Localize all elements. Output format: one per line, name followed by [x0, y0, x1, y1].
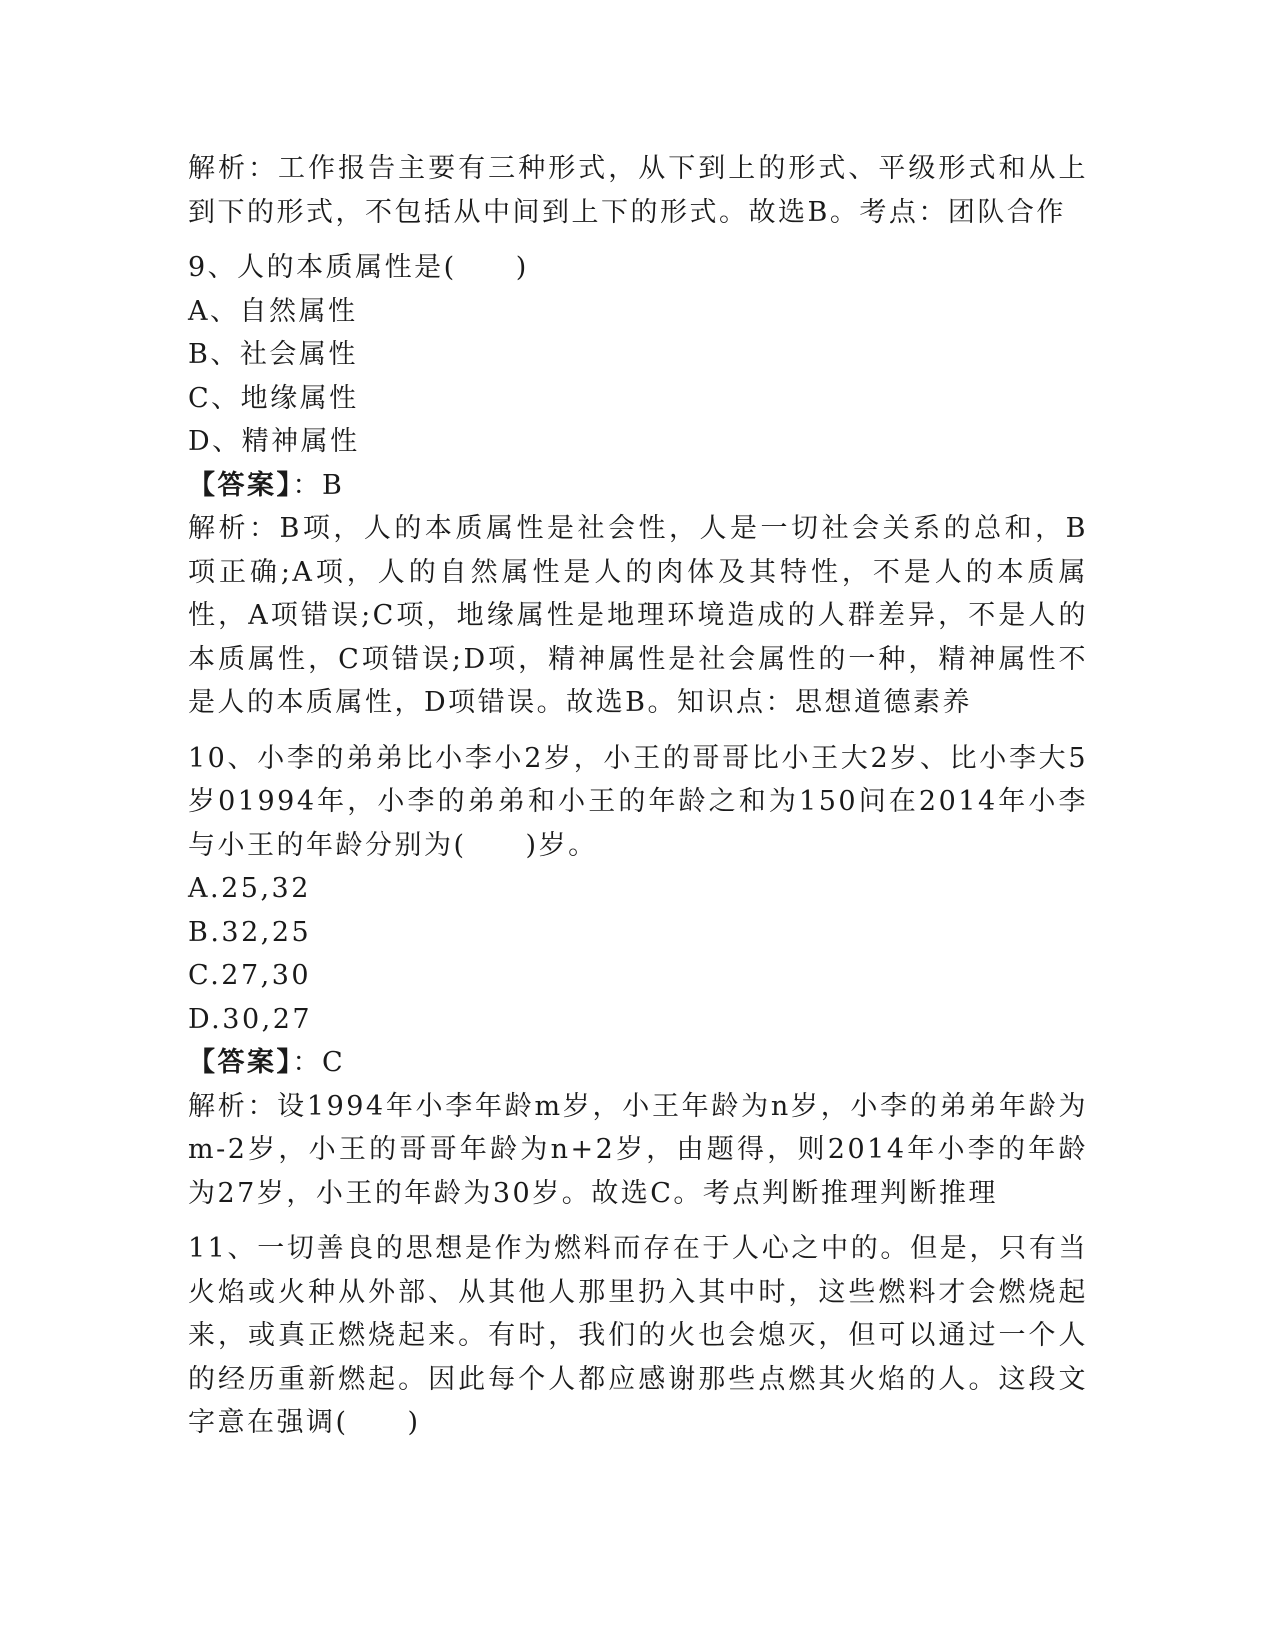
spacer: [188, 1215, 1088, 1227]
question-10-option-a: A.25,32: [188, 873, 311, 904]
document-page: [188, 147, 1088, 1445]
question-9: [188, 246, 1088, 725]
question-9-option-b: B、社会属性: [188, 339, 358, 370]
question-11: [188, 1227, 1088, 1445]
question-9-option-d: D、精神属性: [188, 426, 360, 457]
question-10-answer: [188, 1041, 1088, 1085]
question-10-option-d: D.30,27: [188, 1003, 313, 1035]
question-9-option-a: A、自然属性: [188, 295, 358, 327]
answer-label: 【答案】: [188, 1047, 293, 1078]
spacer: [188, 725, 1088, 737]
question-10-analysis: 解析：设1994年小李年龄m岁，小王年龄为n岁，小李的弟弟年龄为m-2岁，小王的哥哥年龄为n+2岁，由题得，则2014年小李的年龄为27岁，小王的年龄为30岁。故选C。考点判断推理判断推理: [188, 1090, 1088, 1209]
answer-value: ：B: [292, 469, 345, 501]
question-9-option-c: C、地缘属性: [188, 382, 359, 414]
intro-analysis: 解析：工作报告主要有三种形式，从下到上的形式、平级形式和从上到下的形式，不包括从中间到上下的形式。故选B。考点：团队合作: [188, 153, 1088, 228]
question-10-stem: 10、小李的弟弟比小李小2岁，小王的哥哥比小王大2岁、比小李大5岁01994年，小李的弟弟和小王的年龄之和为150问在2014年小李与小王的年龄分别为( )岁。: [188, 742, 1088, 861]
answer-label: 【答案】: [188, 469, 293, 501]
question-9-answer: [188, 464, 1088, 508]
question-10-option-b: B.32,25: [188, 916, 312, 948]
question-11-stem: 11、一切善良的思想是作为燃料而存在于人心之中的。但是，只有当火焰或火种从外部、从其他人那里扔入其中时，这些燃料才会燃烧起来，或真正燃烧起来。有时，我们的火也会熄灭，但可以通过一个人的经历重新燃起。因此每个人都应感谢那些点燃其火焰的人。这段文字意在强调( ): [188, 1233, 1088, 1438]
question-9-stem: 9、人的本质属性是( ): [188, 252, 529, 283]
question-9-analysis: 解析：B项，人的本质属性是社会性，人是一切社会关系的总和，B项正确;A项，人的自然属性是人的肉体及其特性，不是人的本质属性，A项错误;C项，地缘属性是地理环境造成的人群差异，不是人的本质属性，C项错误;D项，精神属性是社会属性的一种，精神属性不是人的本质属性，D项错误。故选B。知识点：思想道德素养: [188, 513, 1088, 718]
answer-value: ：C: [292, 1047, 346, 1078]
question-10-option-c: C.27,30: [188, 960, 312, 991]
spacer: [188, 234, 1088, 246]
question-10: [188, 737, 1088, 1216]
